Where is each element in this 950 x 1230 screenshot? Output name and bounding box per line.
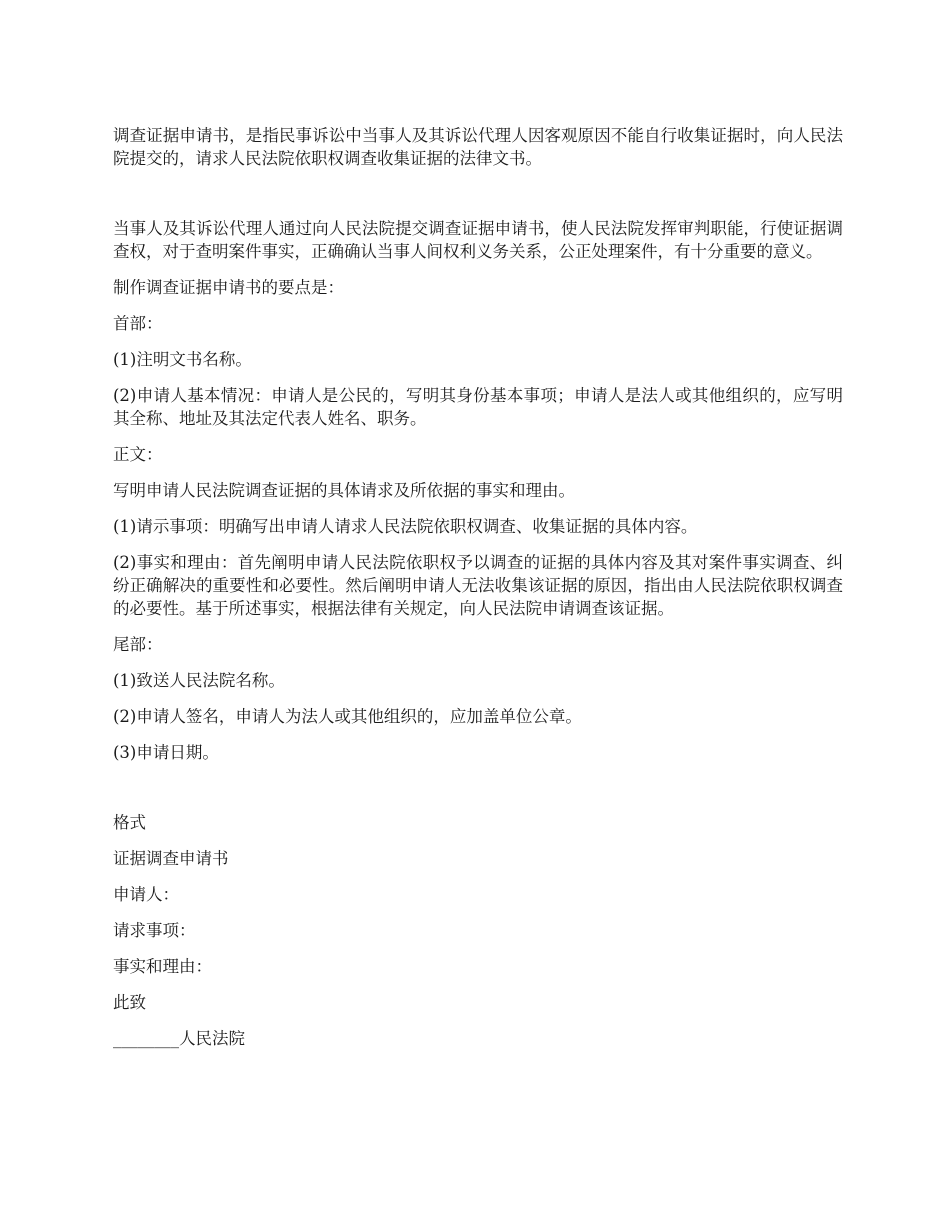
- tail-item-3: (3)申请日期。: [113, 743, 219, 762]
- key-points-heading: 制作调查证据申请书的要点是：: [113, 278, 344, 297]
- body-item-2: (2)事实和理由：首先阐明申请人民法院依职权予以调查的证据的具体内容及其对案件事实调查、纠纷正确解决的重要性和必要性。然后阐明申请人无法收集该证据的原因，指出由人民法院依职权调查的必要性。基于所述事实，根据法律有关规定，向人民法院申请调查该证据。: [113, 553, 843, 618]
- format-applicant: 申请人：: [113, 885, 179, 904]
- head-section-label: 首部：: [113, 314, 163, 333]
- body-summary: 写明申请人民法院调查证据的具体请求及所依据的事实和理由。: [113, 481, 575, 500]
- tail-item-2: (2)申请人签名，申请人为法人或其他组织的，应加盖单位公章。: [113, 707, 582, 726]
- format-request: 请求事项：: [113, 921, 196, 940]
- head-item-2: (2)申请人基本情况：申请人是公民的，写明其身份基本事项；申请人是法人或其他组织的，应写明其全称、地址及其法定代表人姓名、职务。: [113, 386, 843, 428]
- format-label: 格式: [113, 813, 146, 832]
- tail-item-1: (1)致送人民法院名称。: [113, 671, 285, 690]
- format-facts: 事实和理由：: [113, 957, 212, 976]
- significance-paragraph: 当事人及其诉讼代理人通过向人民法院提交调查证据申请书，使人民法院发挥审判职能，行使证据调查权，对于查明案件事实，正确确认当事人间权利义务关系，公正处理案件，有十分重要的意义。: [113, 219, 843, 261]
- body-section-label: 正文：: [113, 445, 163, 464]
- format-court: ________人民法院: [113, 1029, 245, 1048]
- format-salutation: 此致: [113, 993, 146, 1012]
- intro-paragraph: 调查证据申请书，是指民事诉讼中当事人及其诉讼代理人因客观原因不能自行收集证据时，向人民法院提交的，请求人民法院依职权调查收集证据的法律文书。: [113, 126, 843, 168]
- tail-section-label: 尾部：: [113, 635, 163, 654]
- format-title: 证据调查申请书: [113, 849, 229, 868]
- head-item-1: (1)注明文书名称。: [113, 350, 252, 369]
- body-item-1: (1)请示事项：明确写出申请人请求人民法院依职权调查、收集证据的具体内容。: [113, 517, 698, 536]
- document-page: [113, 124, 843, 1063]
